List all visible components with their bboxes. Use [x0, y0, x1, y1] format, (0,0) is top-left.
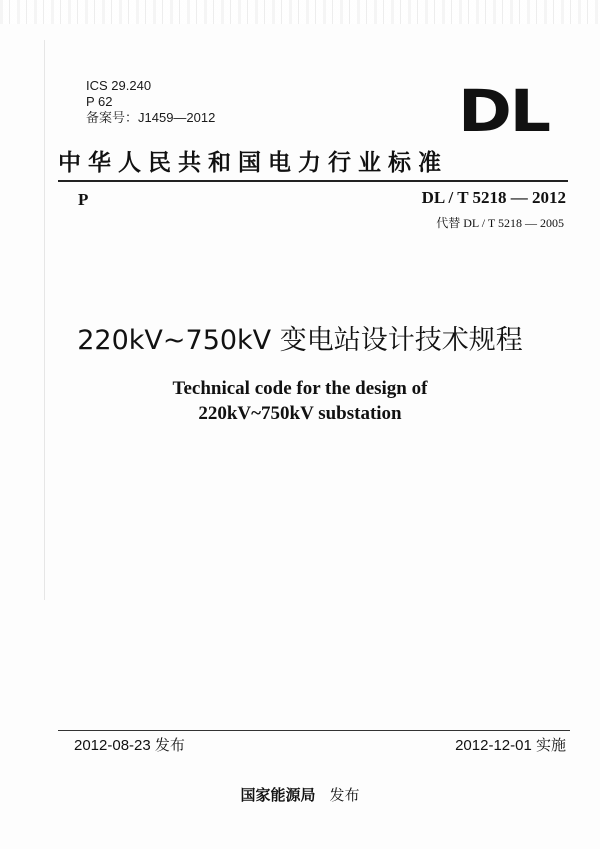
dl-logo: DL [458, 77, 549, 145]
footer-rule [58, 730, 570, 731]
ics-code: ICS 29.240 [86, 78, 152, 93]
replaces-standard: 代替 DL / T 5218 — 2005 [436, 216, 564, 230]
record-number: 备案号：J1459—2012 [86, 110, 216, 125]
issue-date: 2012-08-23 发布 [74, 737, 185, 754]
publisher-action: 发布 [329, 786, 360, 804]
standard-number: DL / T 5218 — 2012 [421, 188, 566, 207]
publisher [0, 784, 600, 805]
category-letter: P [78, 190, 89, 209]
document-title-en [0, 376, 600, 426]
title-en-line1: Technical code for the design of [172, 378, 428, 399]
document-title-cn: 220kV~750kV 变电站设计技术规程 [77, 325, 523, 356]
publisher-org: 国家能源局 [240, 786, 316, 804]
class-code: P 62 [86, 94, 113, 109]
implement-date: 2012-12-01 实施 [455, 737, 566, 754]
title-en-line2: 220kV~750kV substation [198, 403, 402, 424]
header-rule [58, 180, 568, 182]
standard-category-title: 中华人民共和国电力行业标准 [58, 149, 448, 176]
scan-artifact-top [0, 0, 600, 24]
